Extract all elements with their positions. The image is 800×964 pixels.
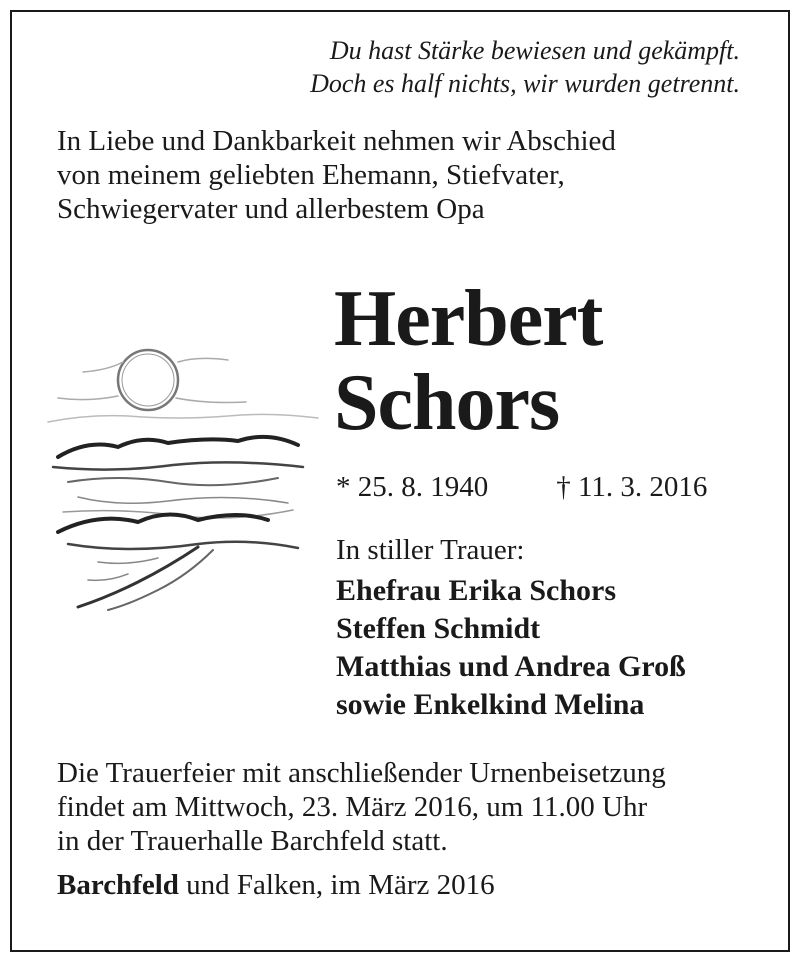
ceremony-line: in der Trauerhalle Barchfeld statt. — [57, 825, 448, 857]
intro-text — [57, 124, 616, 226]
family-list — [336, 572, 686, 724]
ceremony-text — [57, 756, 666, 858]
poem — [310, 34, 740, 100]
mourning-label: In stiller Trauer: — [336, 534, 525, 566]
obituary-frame — [10, 10, 790, 952]
poem-line: Du hast Stärke bewiesen und gekämpft. — [329, 36, 740, 65]
intro-line: In Liebe und Dankbarkeit nehmen wir Abschied — [57, 125, 616, 157]
poem-line: Doch es half nichts, wir wurden getrennt. — [310, 69, 740, 98]
footer-rest: und Falken, im März 2016 — [178, 869, 495, 901]
birth-date: * 25. 8. 1940 — [336, 471, 489, 503]
deceased-name — [334, 277, 602, 445]
ceremony-line: Die Trauerfeier mit anschließender Urnenbeisetzung — [57, 757, 666, 789]
death-date: † 11. 3. 2016 — [556, 471, 708, 503]
place-date-footer — [57, 868, 495, 902]
moon-shape — [118, 350, 178, 410]
family-member: Ehefrau Erika Schors — [336, 574, 617, 607]
footer-place: Barchfeld — [57, 869, 179, 901]
family-member: Steffen Schmidt — [336, 612, 541, 645]
first-name: Herbert — [334, 275, 603, 363]
intro-line: von meinem geliebten Ehemann, Stiefvater, — [57, 159, 565, 191]
last-name: Schors — [334, 359, 560, 447]
intro-line: Schwiegervater und allerbestem Opa — [57, 193, 485, 225]
family-member: Matthias und Andrea Groß — [336, 650, 686, 683]
life-dates — [336, 470, 707, 504]
moon-landscape-sketch — [38, 332, 328, 622]
family-member: sowie Enkelkind Melina — [336, 688, 645, 721]
ceremony-line: findet am Mittwoch, 23. März 2016, um 11.00 Uhr — [57, 791, 648, 823]
